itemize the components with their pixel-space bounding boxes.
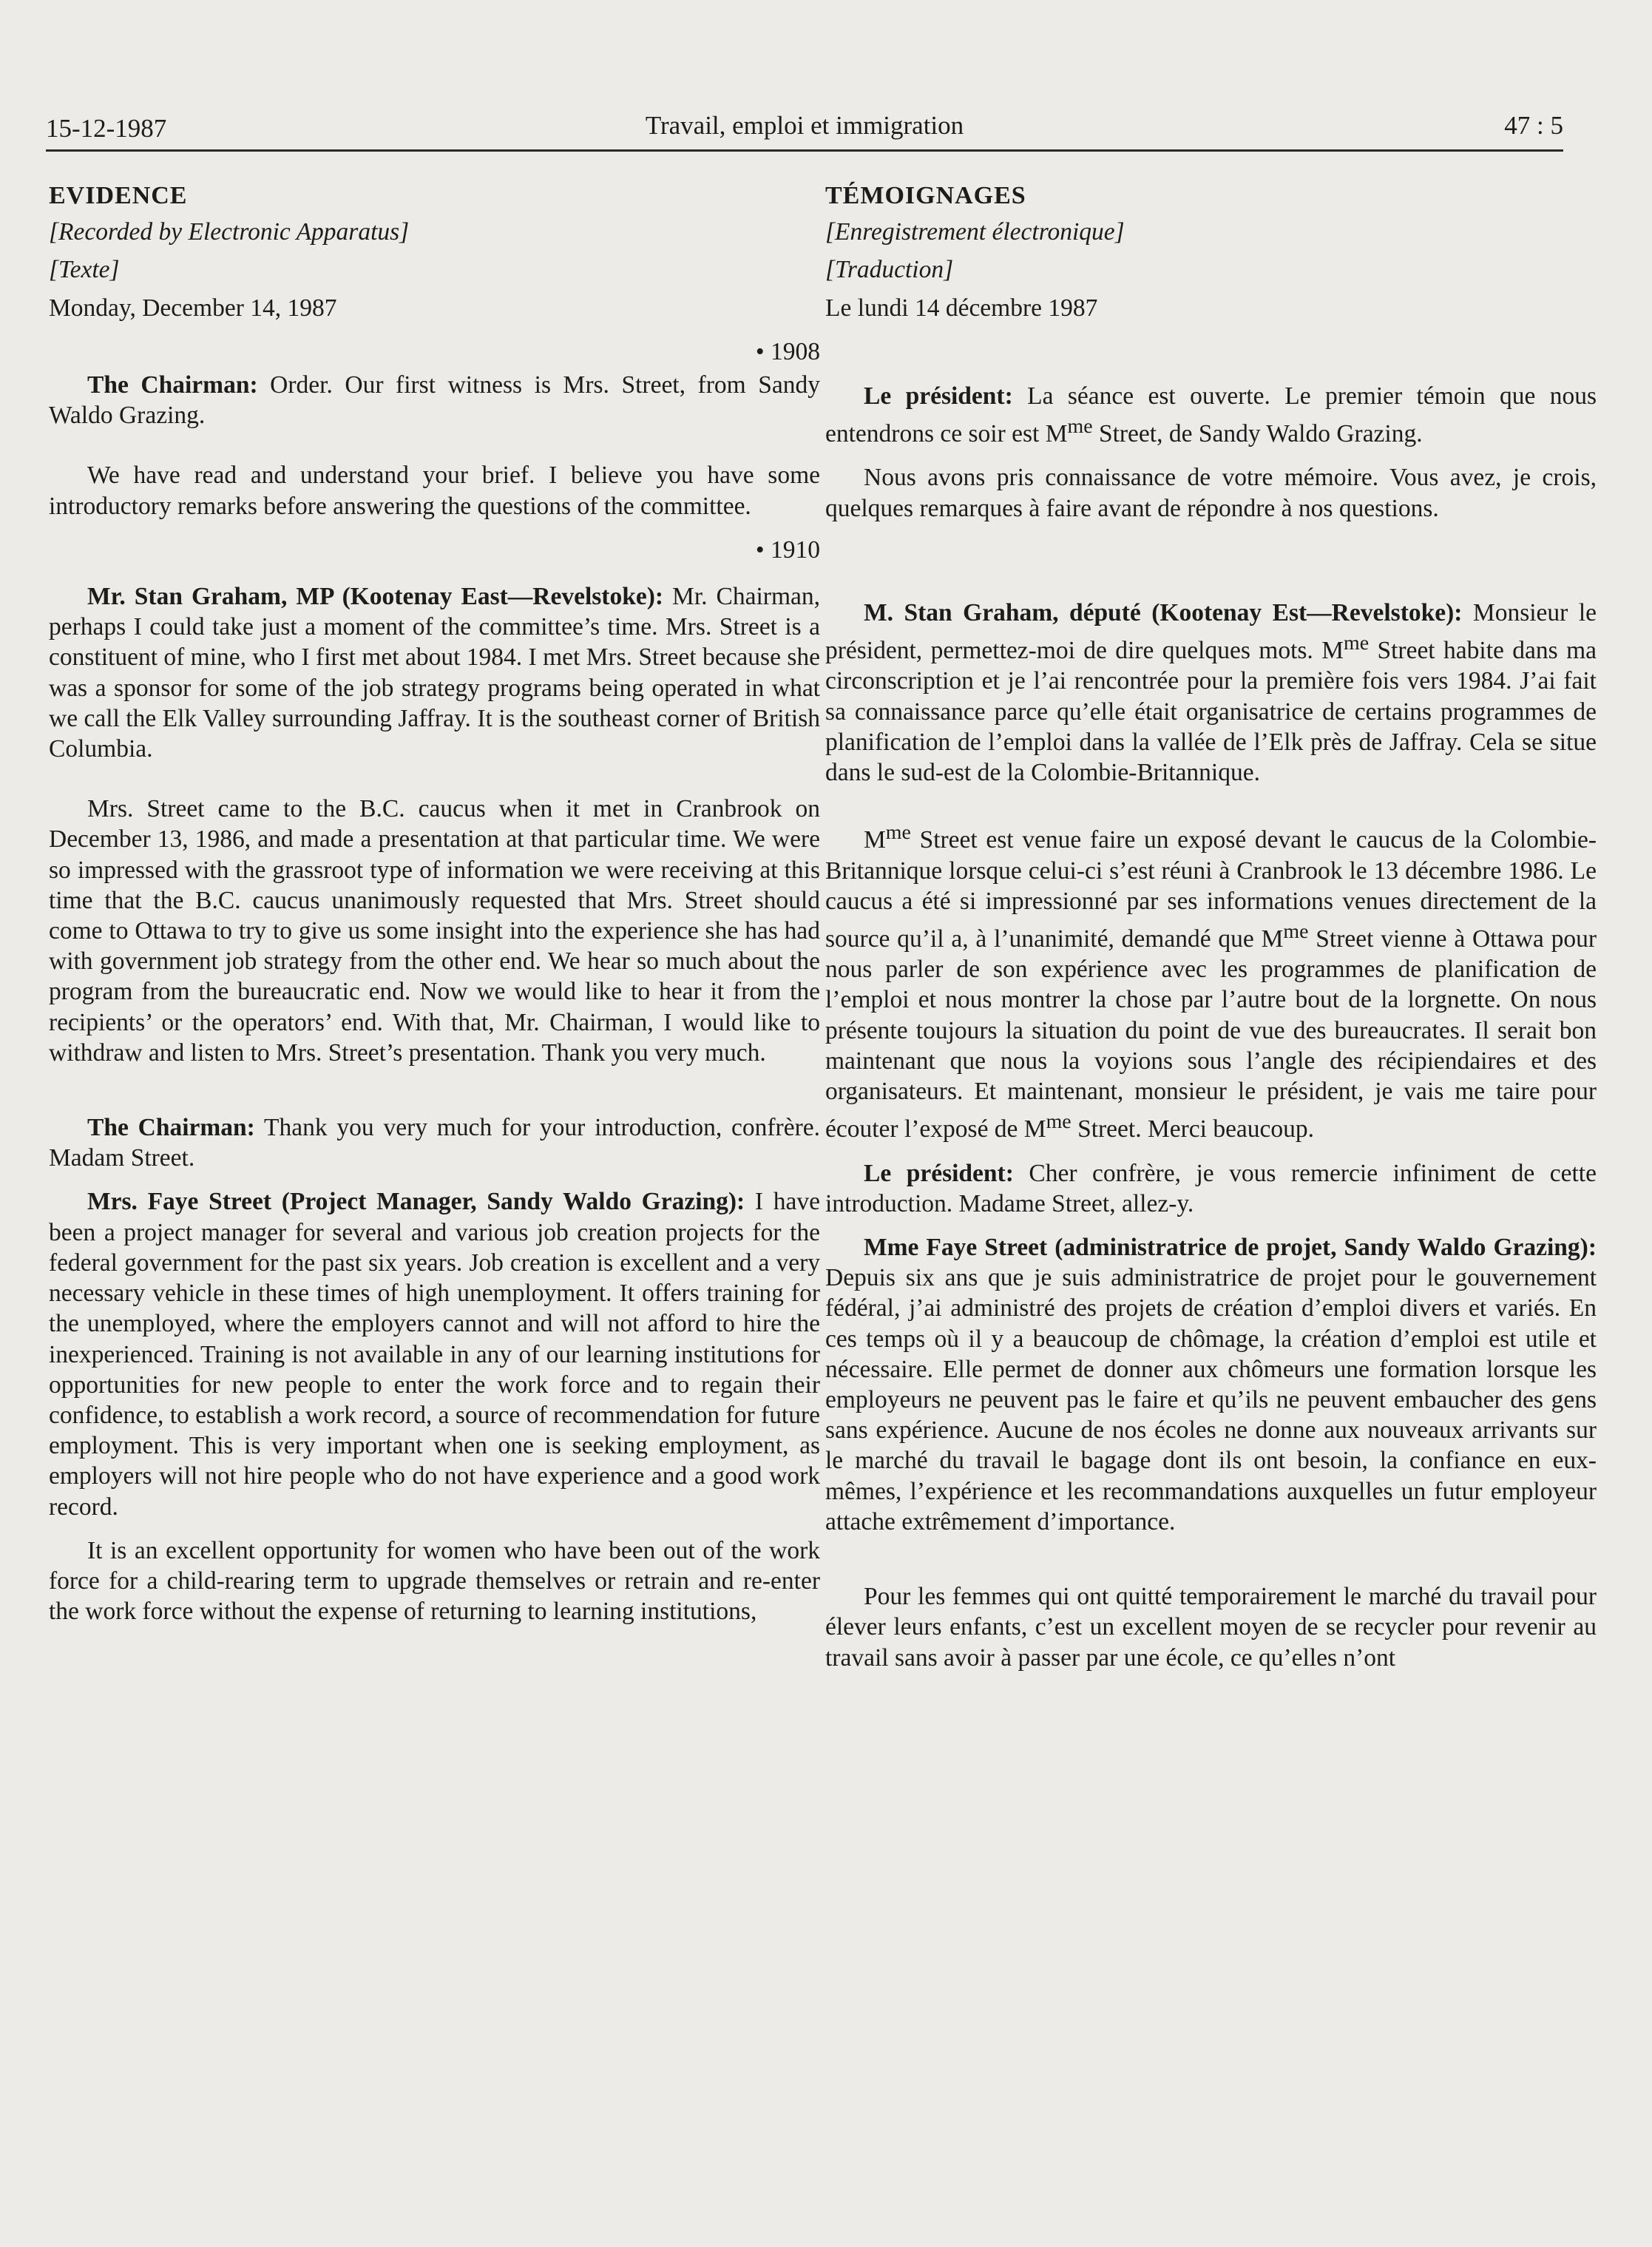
header-title: Travail, emploi et immigration <box>645 111 964 140</box>
timestamp: • 1908 <box>755 337 820 365</box>
paragraph <box>825 381 1597 450</box>
paragraph <box>825 598 1597 788</box>
english-column <box>49 180 820 1626</box>
speech-text: La séance est ouverte. Le premier témoin que nous entendrons ce soir est M <box>825 382 1597 448</box>
speech-text: Street vienne à Ottawa pour nous parler de son expérience avec les programmes de planification de l’emploi et nous montrer la chose par l’autre bout de la lorgnette. On nous présente toujours la situation du point de vue des bureaucrates. Il serait bon maintenant que nous la voyions sous l’angle des récipiendaires et des organisateurs. Et maintenant, monsieur le président, je vais me taire pour écouter l’exposé de M <box>825 925 1597 1143</box>
speech-text: Monsieur le président, permettez-moi de dire quelques mots. M <box>825 598 1597 665</box>
timestamp: • 1910 <box>755 535 820 564</box>
section-title: TÉMOIGNAGES <box>825 182 1026 209</box>
paragraph <box>825 1158 1597 1219</box>
session-date: Le lundi 14 décembre 1987 <box>825 294 1098 322</box>
superscript: me <box>885 821 911 845</box>
speaker-name: The Chairman: <box>87 371 258 399</box>
french-column <box>825 180 1597 1673</box>
superscript: me <box>1343 631 1370 655</box>
speech-text: Order. Our first witness is Mrs. Street, from Sandy Waldo Grazing. <box>49 371 820 430</box>
session-date: Monday, December 14, 1987 <box>49 294 337 322</box>
speech-text: Depuis six ans que je suis administratrice de projet pour le gouvernement fédéral, j’ai administré des projets de création d’emploi divers et variés. En ces temps où il y a beaucoup de chômage, la création d’emploi est utile et nécessaire. Elle permet de donner aux chômeurs une formation lorsque les employeurs ne peuvent pas le faire et qu’ils ne peuvent embaucher des gens sans expérience. Aucune de nos écoles ne donne aux nouveaux arrivants sur le marché du travail le bagage dont ils ont besoin, la confiance en eux-mêmes, l’expérience et les recommandations auxquelles un futur employeur attache extrêmement d’importance. <box>825 1264 1597 1535</box>
paragraph: Mrs. Street came to the B.C. caucus when it met in Cranbrook on December 13, 1986, and made a presentation at that particular time. We were so impressed with the grassroot type of information we were receiving at this time that the B.C. caucus unanimously requested that Mrs. Street should come to Ottawa to try to give us some insight into the experience she has had with government job strategy from the other end. We hear so much about the program from the bureaucratic end. Now we would like to hear it from the recipients’ or the operators’ end. With that, Mr. Chairman, I would like to withdraw and listen to Mrs. Street’s presentation. Thank you very much. <box>49 795 820 1067</box>
speech-text: Cher confrère, je vous remercie infiniment de cette introduction. Madame Street, allez-y. <box>825 1159 1597 1217</box>
speaker-name: M. Stan Graham, député (Kootenay Est—Revelstoke): <box>864 598 1463 626</box>
speaker-name: Mrs. Faye Street (Project Manager, Sandy Waldo Grazing): <box>87 1188 745 1216</box>
speech-text: Thank you very much for your introduction, confrère. Madam Street. <box>49 1114 820 1172</box>
running-header <box>46 102 1563 152</box>
speech-text: Street est venue faire un exposé devant le caucus de la Colombie-Britannique lorsque celui-ci s’est réuni à Cranbrook le 13 décembre 1986. Le caucus a été si impressionné par ses informations venues directement de la source qu’il a, à l’unanimité, demandé que M <box>825 826 1597 953</box>
superscript: me <box>1283 919 1309 943</box>
speech-text: M <box>864 826 886 854</box>
speaker-name: Mr. Stan Graham, MP (Kootenay East—Revelstoke): <box>87 583 664 611</box>
paragraph: We have read and understand your brief. I believe you have some introductory remarks before answering the questions of the committee. <box>49 462 820 520</box>
paragraph <box>49 1186 820 1521</box>
section-title: EVIDENCE <box>49 182 188 209</box>
speaker-name: Mme Faye Street (administratrice de projet, Sandy Waldo Grazing): <box>864 1234 1597 1262</box>
speech-text: Street habite dans ma circonscription et je l’ai rencontrée pour la première fois vers 1984. J’ai fait sa connaissance parce qu’elle était organisatrice de certains programmes de planification de l’emploi dans la vallée de l’Elk près de Jaffray. Cela se situe dans le sud-est de la Colombie-Britannique. <box>825 637 1597 786</box>
speaker-name: The Chairman: <box>87 1114 255 1142</box>
paragraph <box>49 1112 820 1173</box>
paragraph: It is an excellent opportunity for women who have been out of the work force for a child-rearing term to upgrade themselves or retrain and re-enter the work force without the expense of returning to learning institutions, <box>49 1536 820 1626</box>
speech-text: Street. Merci beaucoup. <box>1071 1115 1315 1143</box>
text-label: [Traduction] <box>825 256 954 284</box>
speech-text: Street, de Sandy Waldo Grazing. <box>1092 420 1423 448</box>
speaker-name: Le président: <box>864 382 1013 410</box>
text-label: [Texte] <box>49 256 120 284</box>
paragraph: Nous avons pris connaissance de votre mémoire. Vous avez, je crois, quelques remarques à faire avant de répondre à nos questions. <box>825 464 1597 522</box>
speech-text: I have been a project manager for several and various job creation projects for the federal government for the past six years. Job creation is excellent and a very necessary vehicle in these times of high unemployment. It offers training for the unemployed, where the employers cannot and will not afford to hire the inexperienced. Training is not available in any of our learning institutions for opportunities for new people to enter the work force and to regain their confidence, to establish a work record, a source of recommendation for future employment. This is very important when one is seeking employment, as employers will not hire people who do not have experience and a good work record. <box>49 1188 820 1521</box>
paragraph <box>49 581 820 764</box>
paragraph <box>825 817 1597 1145</box>
header-page-number: 47 : 5 <box>1504 111 1563 140</box>
header-date: 15-12-1987 <box>46 114 167 143</box>
paragraph <box>49 370 820 430</box>
paragraph <box>825 1232 1597 1537</box>
superscript: me <box>1046 1110 1072 1134</box>
speech-text: Mr. Chairman, perhaps I could take just a moment of the committee’s time. Mrs. Street is a constituent of mine, who I first met about 1984. I met Mrs. Street because she was a sponsor for some of the job strategy programs being operated in what we call the Elk Valley surrounding Jaffray. It is the southeast corner of British Columbia. <box>49 583 820 763</box>
superscript: me <box>1067 415 1093 439</box>
speaker-name: Le président: <box>864 1159 1014 1187</box>
paragraph: Pour les femmes qui ont quitté temporairement le marché du travail pour élever leurs enfants, c’est un excellent moyen de se recycler pour revenir au travail sans avoir à passer par une école, ce qu’elles n’ont <box>825 1583 1597 1672</box>
recorded-note: [Recorded by Electronic Apparatus] <box>49 218 410 246</box>
recorded-note: [Enregistrement électronique] <box>825 218 1125 246</box>
